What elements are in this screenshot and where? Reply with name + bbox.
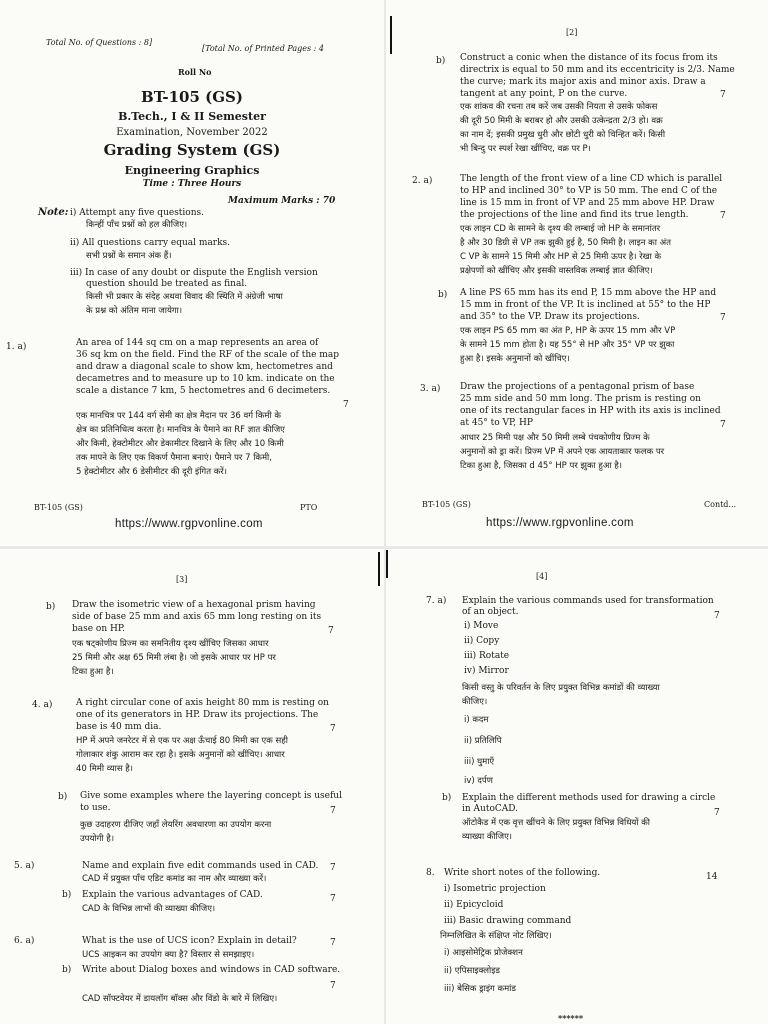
q3b-marks: 7 (328, 626, 334, 636)
end-mark: ****** (558, 1013, 584, 1023)
printed-pages: [Total No. of Printed Pages : 4 (202, 44, 324, 53)
q2a-hindi-3: C VP के सामने 15 मिमी और HP से 25 मिमी ऊपर है। रेखा के (460, 252, 662, 262)
q7a-hindi-2: कीजिए। (462, 697, 488, 707)
q1-number: 1. a) (6, 342, 27, 352)
q2b-line-3: and 35° to the VP. Draw its projections. (460, 312, 640, 322)
q6-number: 6. a) (14, 936, 35, 946)
note-label: Note: (38, 207, 69, 218)
q2b-line-1: A line PS 65 mm has its end P, 15 mm above the HP and (460, 288, 717, 298)
q1b-hindi-2: की दूरी 50 मिमी के बराबर हो और उसकी उत्केन्द्रता 2/3 हो। वक्र (460, 116, 663, 126)
q8-item-3: iii) Basic drawing command (444, 916, 572, 926)
footer-code: BT-105 (GS) (422, 500, 471, 509)
q5a-hindi: CAD में प्रयुक्त पाँच एडिट कमांड का नाम और व्याख्या करें। (82, 874, 267, 884)
q2b-hindi-2: के सामने 15 mm होता है। यह 55° से HP और 35° VP पर झुका (460, 340, 675, 350)
q5a-text: Name and explain five edit commands used in CAD. (82, 861, 319, 871)
total-questions: Total No. of Questions : 8] (46, 38, 153, 47)
q2a-line-2: to HP and inclined 30° to VP is 50 mm. The end C of the (460, 186, 718, 196)
scan-mark (378, 552, 380, 586)
q7a-hindi-item-3: iii) घुमाएँ (464, 757, 495, 767)
q7b-line-1: Explain the different methods used for drawing a circle (462, 793, 716, 803)
q3-line-3: one of its rectangular faces in HP with its axis is inclined (460, 406, 721, 416)
q2a-line-4: the projections of the line and find its true length. (460, 210, 689, 220)
subject: Engineering Graphics (124, 164, 260, 177)
note-ii-hindi: सभी प्रश्नों के समान अंक हैं। (86, 251, 172, 261)
q5-number: 5. a) (14, 861, 35, 871)
q2b-number: b) (438, 290, 448, 300)
q8-item-2: ii) Epicycloid (444, 900, 504, 910)
q7b-hindi-1: ऑटोकैड में एक वृत्त खींचने के लिए प्रयुक्त विभिन्न विधियों की (462, 818, 650, 828)
q2a-line-1: The length of the front view of a line CD which is parallel (460, 174, 723, 184)
q3b-hindi-2: 25 मिमी और अक्ष 65 मिमी लंबा है। जो इसके आधार पर HP पर (72, 653, 276, 663)
q2b-hindi-3: हुआ है। इसके अनुमानों को खींचिए। (460, 354, 570, 364)
q1-hindi-5: 5 हेक्टोमीटर और 6 डेसीमीटर की दूरी इंगित करें। (76, 467, 227, 477)
q4a-hindi-1: HP में अपने जनरेटर में से एक पर अक्ष ऊँचाई 80 मिमी का एक सही (76, 736, 288, 746)
q3b-number: b) (46, 602, 56, 612)
q2a-line-3: line is 15 mm in front of VP and 25 mm above HP. Draw (460, 198, 715, 208)
q4b-line-2: to use. (80, 803, 111, 813)
q3-line-2: 25 mm side and 50 mm long. The prism is resting on (460, 394, 701, 404)
q4b-hindi-2: उपयोगी है। (80, 834, 115, 844)
q7a-hindi-1: किसी वस्तु के परिवर्तन के लिए प्रयुक्त विभिन्न कमांडों की व्याख्या (462, 683, 660, 693)
q7b-marks: 7 (714, 808, 720, 818)
q3-hindi-2: अनुमानों को ड्रा करें। प्रिज्म VP में अपने एक आयताकार फलक पर (460, 447, 665, 457)
q2a-hindi-4: प्रक्षेपणों को खींचिए और इसकी वास्तविक लम्बाई ज्ञात कीजिए। (460, 266, 653, 276)
q1b-hindi-4: भी बिन्दु पर स्पर्श रेखा खींचिए, वक्र पर P। (460, 144, 591, 154)
q4a-marks: 7 (330, 724, 336, 734)
q5b-marks: 7 (330, 894, 336, 904)
q1b-hindi-1: एक शांकव की रचना तब करें जब उसकी नियता से उसके फोकस (460, 102, 658, 112)
scan-mark (386, 550, 388, 578)
q8-marks: 14 (706, 872, 718, 882)
q4a-line-1: A right circular cone of axis height 80 mm is resting on (76, 698, 329, 708)
q1-hindi-2: क्षेत्र का प्रतिनिधित्व करता है। मानचित्र के पैमाने का RF ज्ञात कीजिए (76, 425, 285, 435)
q4a-hindi-3: 40 मिमी व्यास है। (76, 764, 134, 774)
q3-number: 3. a) (420, 384, 441, 394)
q8-hindi-item-2: ii) एपिसाइक्लोइड (444, 966, 500, 976)
q1b-number: b) (436, 56, 446, 66)
note-iii-hindi-line1: किसी भी प्रकार के संदेह अथवा विवाद की स्थिति में अंग्रेजी भाषा (86, 292, 283, 302)
q4b-hindi-1: कुछ उदाहरण दीजिए जहाँ लेयरिंग अवधारणा का उपयोग करना (80, 820, 272, 830)
q6b-text: Write about Dialog boxes and windows in CAD software. (82, 965, 341, 975)
q4b-marks: 7 (330, 806, 336, 816)
q7a-item-1: i) Move (464, 621, 499, 631)
q3-hindi-1: आधार 25 मिमी पक्ष और 50 मिमी लम्बे पंचकोणीय प्रिज्म के (460, 433, 650, 443)
q1-marks: 7 (343, 400, 349, 410)
q2b-hindi-1: एक लाइन PS 65 mm का अंत P, HP के ऊपर 15 mm और VP (460, 326, 676, 336)
time: Time : Three Hours (142, 179, 242, 189)
q2b-line-2: 15 mm in front of the VP. It is inclined at 55° to the HP (460, 300, 711, 310)
q8-hindi-item-3: iii) बेसिक ड्राइंग कमांड (444, 984, 516, 994)
q1-hindi-1: एक मानचित्र पर 144 वर्ग सेमी का क्षेत्र मैदान पर 36 वर्ग किमी के (76, 411, 281, 421)
q3b-line-3: base on HP. (72, 624, 125, 634)
q1b-line-1: Construct a conic when the distance of its focus from its (460, 53, 718, 63)
q1-line-1: An area of 144 sq cm on a map represents an area of (76, 338, 319, 348)
q7b-line-2: in AutoCAD. (462, 804, 519, 814)
q4-number: 4. a) (32, 700, 53, 710)
q7b-hindi-2: व्याख्या कीजिए। (462, 832, 513, 842)
q2a-marks: 7 (720, 211, 726, 221)
q7a-item-4: iv) Mirror (464, 666, 509, 676)
q3-line-4: at 45° to VP, HP (460, 418, 533, 428)
program: B.Tech., I & II Semester (118, 110, 266, 123)
note-i: i) Attempt any five questions. (70, 208, 204, 218)
q5b-text: Explain the various advantages of CAD. (82, 890, 263, 900)
q2-number: 2. a) (412, 176, 433, 186)
q8-number: 8. (426, 868, 435, 878)
page-number: [2] (566, 28, 578, 37)
q6a-text: What is the use of UCS icon? Explain in detail? (82, 936, 297, 946)
footer-code: BT-105 (GS) (34, 503, 83, 512)
q1-hindi-4: तक मापने के लिए एक विकर्ण पैमाना बनाएं। पैमाने पर 7 किमी, (76, 453, 272, 463)
q1b-line-3: the curve; mark its major axis and minor axis. Draw a (460, 77, 706, 87)
q5b-hindi: CAD के विभिन्न लाभों की व्याख्या कीजिए। (82, 904, 216, 914)
q2b-marks: 7 (720, 313, 726, 323)
q8-text: Write short notes of the following. (444, 868, 601, 878)
grading-system: Grading System (GS) (103, 141, 281, 159)
q8-item-1: i) Isometric projection (444, 884, 546, 894)
q4b-line-1: Give some examples where the layering concept is useful (80, 791, 342, 801)
q6b-hindi: CAD सॉफ्टवेयर में डायलॉग बॉक्स और विंडो के बारे में लिखिए। (82, 994, 278, 1004)
footer-contd: Contd... (704, 500, 737, 509)
page-4 (386, 550, 768, 1024)
q7a-item-2: ii) Copy (464, 636, 500, 646)
q6a-hindi: UCS आइकन का उपयोग क्या है? विस्तार से समझाइए। (82, 950, 255, 960)
q1b-hindi-3: का नाम दें; इसकी प्रमुख धुरी और छोटी धुरी को चिन्हित करें। किसी (460, 130, 666, 140)
q1b-marks: 7 (720, 90, 726, 100)
website-url[interactable]: https://www.rgpvonline.com (486, 517, 634, 529)
q4a-line-3: base is 40 mm dia. (76, 722, 162, 732)
q8-hindi: निम्नलिखित के संक्षिप्त नोट लिखिए। (440, 931, 552, 941)
q5b-number: b) (62, 890, 72, 900)
q3-marks: 7 (720, 420, 726, 430)
q8-hindi-item-1: i) आइसोमेट्रिक प्रोजेक्शन (444, 948, 523, 958)
note-ii: ii) All questions carry equal marks. (70, 238, 231, 248)
q1-line-4: decametres and to measure up to 10 km. indicate on the (76, 374, 335, 384)
page-3 (0, 550, 384, 1024)
max-marks: Maximum Marks : 70 (228, 196, 336, 206)
q1b-line-2: directrix is equal to 50 mm and its eccentricity is 2/3. Name (460, 65, 735, 75)
q3b-line-1: Draw the isometric view of a hexagonal prism having (72, 600, 316, 610)
page-1 (0, 0, 384, 545)
q7a-line-2: of an object. (462, 607, 519, 617)
q3-hindi-3: टिका हुआ है, जिसका d 45° HP पर झुका हुआ है। (460, 461, 623, 471)
q7-number: 7. a) (426, 596, 447, 606)
page-divider-horizontal (0, 546, 768, 549)
page-number: [3] (176, 575, 188, 584)
q4a-line-2: one of its generators in HP. Draw its projections. The (76, 710, 319, 720)
q2a-hindi-2: है और 30 डिग्री से VP तक झुकी हुई है, 50 मिमी है। लाइन का अंत (460, 238, 671, 248)
q1-hindi-3: और किमी, हेक्टोमीटर और डेकामीटर दिखाने के लिए और 10 किमी (76, 439, 284, 449)
paper-code: BT-105 (GS) (141, 88, 243, 106)
q6b-marks: 7 (330, 981, 336, 991)
q5a-marks: 7 (330, 863, 336, 873)
note-i-hindi: किन्हीं पाँच प्रश्नों को हल कीजिए। (86, 220, 188, 230)
q1b-line-4: tangent at any point, P on the curve. (460, 89, 628, 99)
q7a-line-1: Explain the various commands used for transformation (462, 596, 714, 606)
roll-no: Roll No (178, 67, 212, 77)
page-2 (386, 0, 768, 545)
q7a-hindi-item-2: ii) प्रतिलिपि (464, 736, 502, 746)
q4a-hindi-2: गोलाकार शंकु आराम कर रहा है। इसके अनुमानों को खींचिए। आधार (76, 750, 285, 760)
scan-mark (390, 16, 392, 54)
q6b-number: b) (62, 965, 72, 975)
q6a-marks: 7 (330, 938, 336, 948)
q1-line-2: 36 sq km on the field. Find the RF of the scale of the map (76, 350, 339, 360)
q2a-hindi-1: एक लाइन CD के सामने के दृश्य की लम्बाई जो HP के समानांतर (460, 224, 661, 234)
q1-line-3: and draw a diagonal scale to show km, hectometres and (76, 362, 333, 372)
q3b-hindi-1: एक षट्कोणीय प्रिज्म का समनितीय दृश्य खींचिए जिसका आधार (72, 639, 269, 649)
footer-pto: PTO (300, 503, 318, 512)
note-iii-hindi-line2: के प्रश्न को अंतिम माना जायेगा। (86, 306, 183, 316)
exam-session: Examination, November 2022 (116, 127, 268, 138)
q7a-hindi-item-4: iv) दर्पण (464, 776, 493, 786)
q7a-item-3: iii) Rotate (464, 651, 510, 661)
q4b-number: b) (58, 792, 68, 802)
q7b-number: b) (442, 793, 452, 803)
website-url[interactable]: https://www.rgpvonline.com (115, 518, 263, 530)
q3b-hindi-3: टिका हुआ है। (72, 667, 114, 677)
q1-line-5: scale a distance 7 km, 5 hectometres and 6 decimeters. (76, 386, 331, 396)
note-iii-line1: iii) In case of any doubt or dispute the English version (70, 268, 318, 278)
q7a-hindi-item-1: i) कदम (464, 715, 489, 725)
q3-line-1: Draw the projections of a pentagonal prism of base (460, 382, 695, 392)
note-iii-line2: question should be treated as final. (86, 279, 248, 289)
q7a-marks: 7 (714, 611, 720, 621)
q3b-line-2: side of base 25 mm and axis 65 mm long resting on its (72, 612, 322, 622)
page-number: [4] (536, 572, 548, 581)
